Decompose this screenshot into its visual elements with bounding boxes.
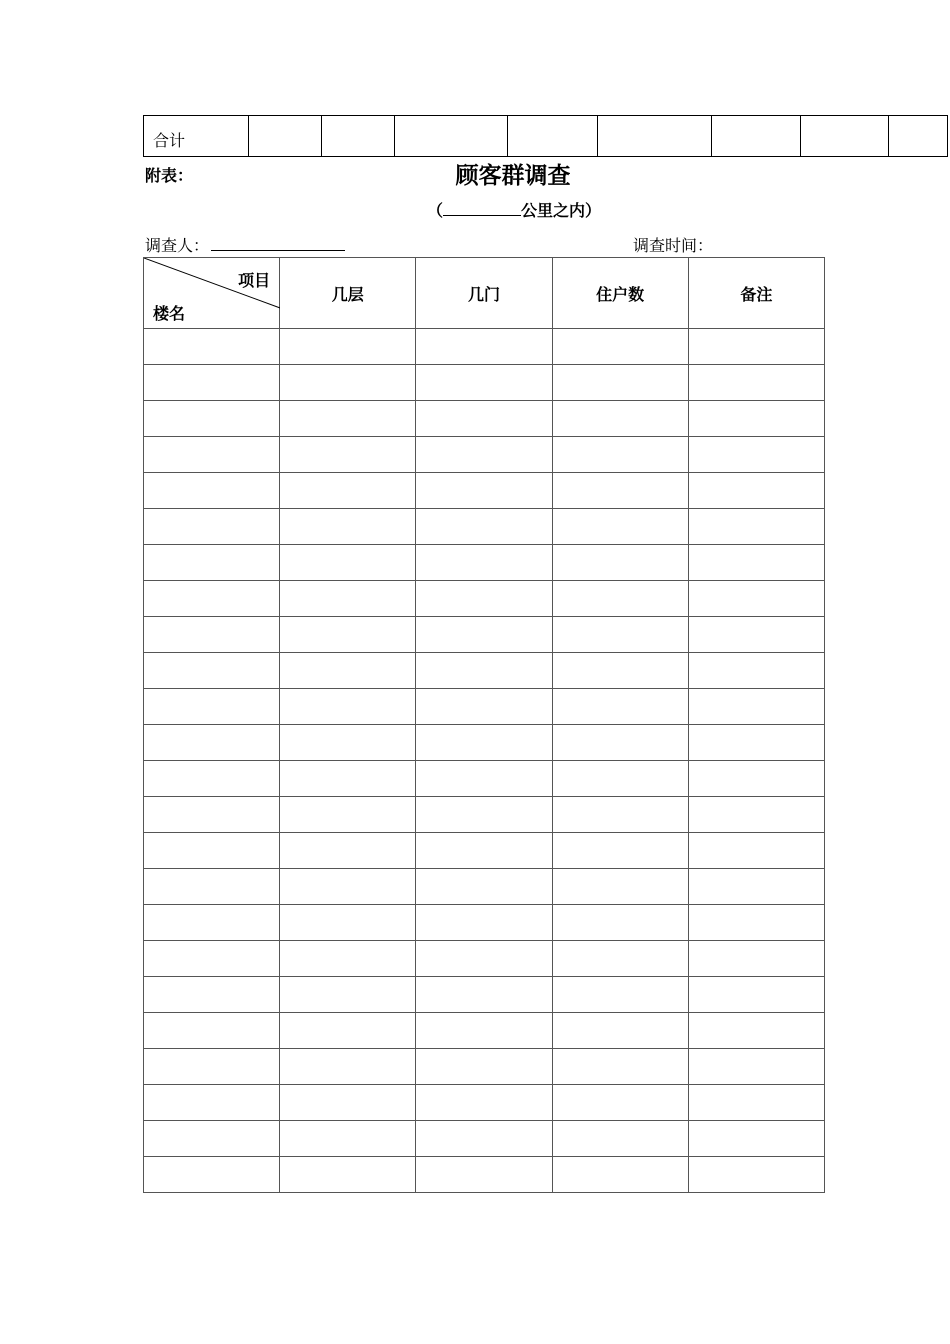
table-cell[interactable] bbox=[280, 401, 416, 437]
table-cell[interactable] bbox=[688, 869, 824, 905]
table-cell[interactable] bbox=[280, 617, 416, 653]
table-cell[interactable] bbox=[688, 437, 824, 473]
table-row bbox=[144, 797, 825, 833]
table-cell[interactable] bbox=[688, 689, 824, 725]
table-cell[interactable] bbox=[416, 1157, 552, 1193]
table-cell[interactable] bbox=[280, 1013, 416, 1049]
table-row bbox=[144, 545, 825, 581]
table-cell[interactable] bbox=[416, 545, 552, 581]
table-cell[interactable] bbox=[416, 365, 552, 401]
table-row bbox=[144, 1049, 825, 1085]
table-row bbox=[144, 1157, 825, 1193]
header-remarks: 备注 bbox=[688, 258, 824, 329]
table-cell[interactable] bbox=[552, 329, 688, 365]
table-cell[interactable] bbox=[552, 545, 688, 581]
table-cell[interactable] bbox=[688, 797, 824, 833]
total-value-cell[interactable] bbox=[598, 116, 712, 157]
table-cell[interactable] bbox=[552, 689, 688, 725]
header-households: 住户数 bbox=[552, 258, 688, 329]
table-cell[interactable] bbox=[144, 545, 280, 581]
table-cell[interactable] bbox=[688, 617, 824, 653]
table-cell[interactable] bbox=[144, 1121, 280, 1157]
table-row bbox=[144, 833, 825, 869]
table-cell[interactable] bbox=[688, 1157, 824, 1193]
table-row bbox=[144, 689, 825, 725]
table-cell[interactable] bbox=[280, 905, 416, 941]
table-cell[interactable] bbox=[688, 473, 824, 509]
total-value-cell[interactable] bbox=[395, 116, 508, 157]
table-cell[interactable] bbox=[144, 1013, 280, 1049]
table-cell[interactable] bbox=[552, 401, 688, 437]
survey-time-field bbox=[633, 233, 713, 256]
surveyor-blank[interactable] bbox=[211, 236, 345, 251]
table-cell[interactable] bbox=[416, 797, 552, 833]
table-row bbox=[144, 941, 825, 977]
table-cell[interactable] bbox=[688, 509, 824, 545]
table-cell[interactable] bbox=[144, 1085, 280, 1121]
table-cell[interactable] bbox=[688, 761, 824, 797]
table-cell[interactable] bbox=[416, 905, 552, 941]
table-cell[interactable] bbox=[144, 869, 280, 905]
table-cell[interactable] bbox=[144, 437, 280, 473]
total-value-cell[interactable] bbox=[889, 116, 948, 157]
table-cell[interactable] bbox=[416, 581, 552, 617]
total-label-cell: 合计 bbox=[144, 116, 249, 157]
table-row bbox=[144, 653, 825, 689]
table-row bbox=[144, 905, 825, 941]
surveyor-field bbox=[145, 233, 345, 256]
total-value-cell[interactable] bbox=[801, 116, 889, 157]
subtitle-suffix: 公里之内） bbox=[521, 201, 602, 220]
table-cell[interactable] bbox=[280, 509, 416, 545]
table-cell[interactable] bbox=[416, 869, 552, 905]
table-cell[interactable] bbox=[144, 509, 280, 545]
table-row bbox=[144, 869, 825, 905]
table-cell[interactable] bbox=[416, 833, 552, 869]
header-doors: 几门 bbox=[416, 258, 552, 329]
table-cell[interactable] bbox=[552, 1157, 688, 1193]
table-cell[interactable] bbox=[416, 1049, 552, 1085]
table-cell[interactable] bbox=[416, 437, 552, 473]
table-cell[interactable] bbox=[552, 365, 688, 401]
table-row bbox=[144, 365, 825, 401]
table-cell[interactable] bbox=[416, 1013, 552, 1049]
diag-header-building: 楼名 bbox=[153, 304, 186, 323]
table-cell[interactable] bbox=[144, 905, 280, 941]
table-row bbox=[144, 581, 825, 617]
table-cell[interactable] bbox=[144, 725, 280, 761]
table-cell[interactable] bbox=[688, 1013, 824, 1049]
distance-blank[interactable] bbox=[443, 201, 521, 216]
diag-header-item: 项目 bbox=[238, 271, 271, 290]
table-cell[interactable] bbox=[688, 1085, 824, 1121]
table-cell[interactable] bbox=[552, 437, 688, 473]
table-cell[interactable] bbox=[688, 977, 824, 1013]
table-row bbox=[144, 1121, 825, 1157]
survey-time-label: 调查时间： bbox=[633, 236, 714, 255]
table-cell[interactable] bbox=[552, 941, 688, 977]
attachment-label: 附表： bbox=[145, 166, 194, 185]
table-cell[interactable] bbox=[552, 617, 688, 653]
table-cell[interactable] bbox=[688, 905, 824, 941]
table-cell[interactable] bbox=[416, 473, 552, 509]
table-row bbox=[144, 473, 825, 509]
table-cell[interactable] bbox=[688, 833, 824, 869]
table-cell[interactable] bbox=[144, 401, 280, 437]
table-cell[interactable] bbox=[688, 725, 824, 761]
table-cell[interactable] bbox=[552, 509, 688, 545]
table-cell[interactable] bbox=[280, 689, 416, 725]
table-cell[interactable] bbox=[280, 1049, 416, 1085]
table-cell[interactable] bbox=[688, 365, 824, 401]
table-cell[interactable] bbox=[416, 725, 552, 761]
table-cell[interactable] bbox=[552, 797, 688, 833]
table-cell[interactable] bbox=[280, 869, 416, 905]
table-row bbox=[144, 617, 825, 653]
table-cell[interactable] bbox=[552, 977, 688, 1013]
table-cell[interactable] bbox=[416, 761, 552, 797]
table-row bbox=[144, 401, 825, 437]
table-cell[interactable] bbox=[552, 1013, 688, 1049]
table-cell[interactable] bbox=[144, 689, 280, 725]
table-cell[interactable] bbox=[280, 797, 416, 833]
header-floors: 几层 bbox=[280, 258, 416, 329]
subtitle bbox=[0, 198, 950, 221]
table-body bbox=[144, 329, 825, 1193]
table-cell[interactable] bbox=[280, 473, 416, 509]
table-cell[interactable] bbox=[144, 833, 280, 869]
table-cell[interactable] bbox=[280, 977, 416, 1013]
page-title: 顾客群调查 bbox=[455, 163, 571, 189]
table-cell[interactable] bbox=[280, 545, 416, 581]
survey-table bbox=[143, 257, 825, 1193]
table-cell[interactable] bbox=[416, 329, 552, 365]
total-value-cell[interactable] bbox=[712, 116, 801, 157]
table-cell[interactable] bbox=[552, 1121, 688, 1157]
table-cell[interactable] bbox=[688, 1121, 824, 1157]
table-cell[interactable] bbox=[552, 1049, 688, 1085]
total-value-cell[interactable] bbox=[508, 116, 598, 157]
total-value-cell[interactable] bbox=[249, 116, 322, 157]
table-row bbox=[144, 1013, 825, 1049]
table-cell[interactable] bbox=[144, 617, 280, 653]
diagonal-header-cell bbox=[144, 258, 280, 329]
table-cell[interactable] bbox=[552, 581, 688, 617]
table-cell[interactable] bbox=[144, 653, 280, 689]
table-cell[interactable] bbox=[416, 1121, 552, 1157]
table-cell[interactable] bbox=[144, 977, 280, 1013]
table-cell[interactable] bbox=[416, 689, 552, 725]
table-row bbox=[144, 329, 825, 365]
table-cell[interactable] bbox=[552, 761, 688, 797]
table-cell[interactable] bbox=[416, 1085, 552, 1121]
table-cell[interactable] bbox=[280, 1157, 416, 1193]
table-row bbox=[144, 761, 825, 797]
table-cell[interactable] bbox=[280, 941, 416, 977]
table-cell[interactable] bbox=[144, 329, 280, 365]
table-cell[interactable] bbox=[688, 329, 824, 365]
table-row bbox=[144, 1085, 825, 1121]
table-cell[interactable] bbox=[144, 761, 280, 797]
table-cell[interactable] bbox=[552, 1085, 688, 1121]
table-cell[interactable] bbox=[280, 1121, 416, 1157]
table-cell[interactable] bbox=[552, 473, 688, 509]
table-row bbox=[144, 977, 825, 1013]
table-cell[interactable] bbox=[552, 653, 688, 689]
table-cell[interactable] bbox=[552, 725, 688, 761]
table-row bbox=[144, 725, 825, 761]
table-cell[interactable] bbox=[280, 581, 416, 617]
table-cell[interactable] bbox=[280, 329, 416, 365]
table-cell[interactable] bbox=[144, 365, 280, 401]
table-cell[interactable] bbox=[688, 941, 824, 977]
table-cell[interactable] bbox=[552, 833, 688, 869]
table-cell[interactable] bbox=[688, 653, 824, 689]
table-cell[interactable] bbox=[144, 581, 280, 617]
table-cell[interactable] bbox=[416, 941, 552, 977]
table-row bbox=[144, 509, 825, 545]
table-cell[interactable] bbox=[416, 509, 552, 545]
total-value-cell[interactable] bbox=[322, 116, 395, 157]
total-row bbox=[144, 116, 948, 157]
table-cell[interactable] bbox=[144, 1049, 280, 1085]
total-row-table bbox=[143, 115, 948, 157]
table-cell[interactable] bbox=[688, 545, 824, 581]
table-cell[interactable] bbox=[144, 1157, 280, 1193]
table-cell[interactable] bbox=[280, 365, 416, 401]
table-row bbox=[144, 437, 825, 473]
table-cell[interactable] bbox=[688, 581, 824, 617]
table-cell[interactable] bbox=[280, 725, 416, 761]
table-cell[interactable] bbox=[416, 401, 552, 437]
table-cell[interactable] bbox=[144, 473, 280, 509]
table-cell[interactable] bbox=[688, 401, 824, 437]
table-cell[interactable] bbox=[552, 905, 688, 941]
table-header-row bbox=[144, 258, 825, 329]
table-cell[interactable] bbox=[280, 653, 416, 689]
surveyor-label: 调查人： bbox=[145, 236, 210, 255]
subtitle-open: （ bbox=[426, 201, 443, 220]
table-cell[interactable] bbox=[416, 653, 552, 689]
table-cell[interactable] bbox=[280, 437, 416, 473]
table-cell[interactable] bbox=[280, 1085, 416, 1121]
table-cell[interactable] bbox=[144, 797, 280, 833]
table-cell[interactable] bbox=[552, 869, 688, 905]
table-cell[interactable] bbox=[280, 833, 416, 869]
table-cell[interactable] bbox=[144, 941, 280, 977]
table-cell[interactable] bbox=[416, 617, 552, 653]
table-cell[interactable] bbox=[688, 1049, 824, 1085]
table-cell[interactable] bbox=[416, 977, 552, 1013]
table-cell[interactable] bbox=[280, 761, 416, 797]
